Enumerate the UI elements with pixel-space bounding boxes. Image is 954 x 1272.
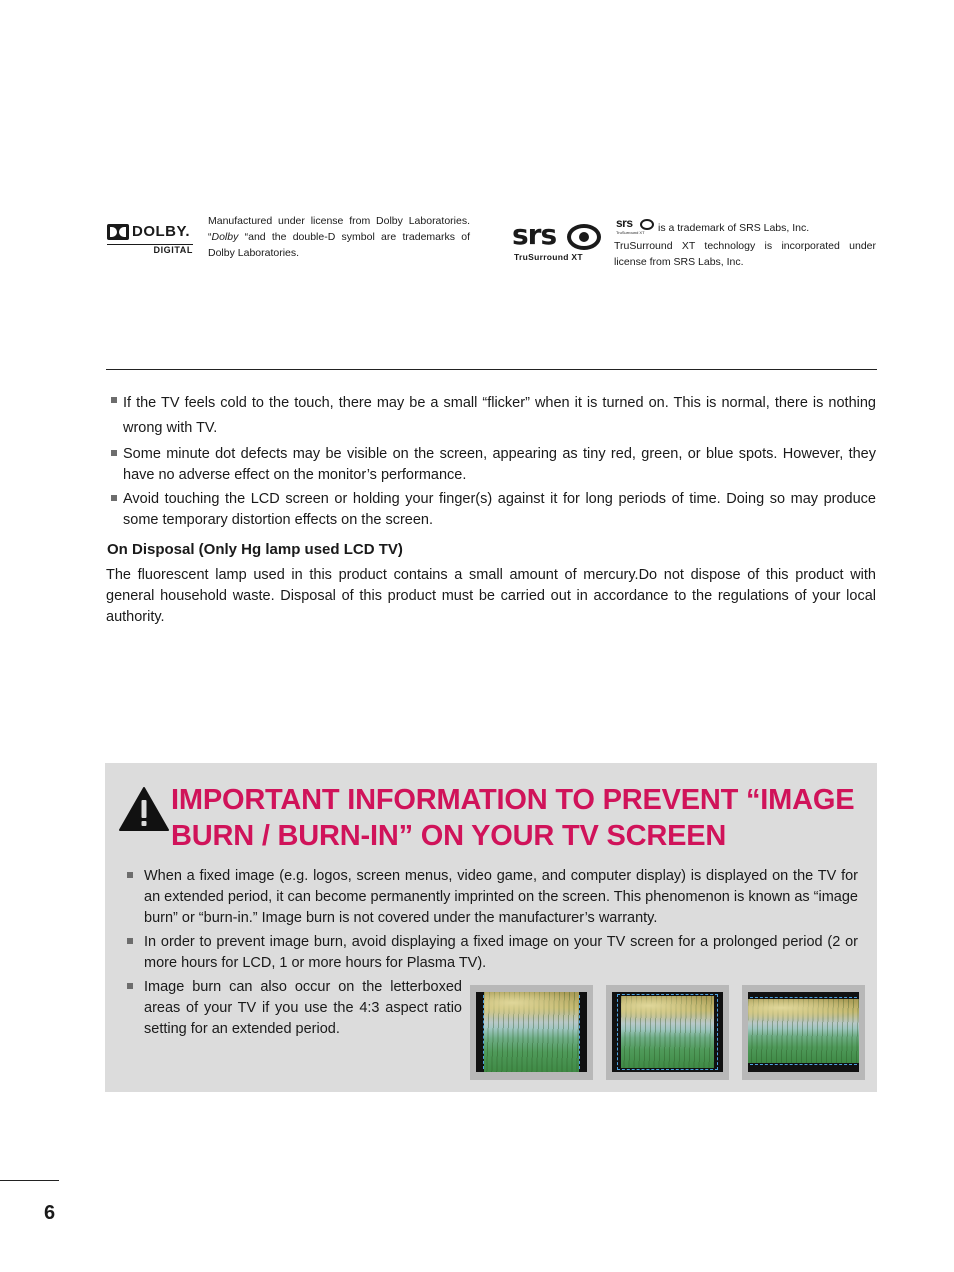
list-item: In order to prevent image burn, avoid displaying a fixed image on your TV screen for a prolonged period (2 or more hours for LCD, 1 or more hours for Plasma TV). bbox=[126, 932, 858, 974]
grass-field-image bbox=[748, 999, 859, 1063]
letterbox-illustration-2 bbox=[606, 985, 729, 1080]
srs-trusurround-logo: srs TruSurround XT bbox=[512, 222, 604, 266]
disposal-heading: On Disposal (Only Hg lamp used LCD TV) bbox=[107, 541, 403, 558]
letterbox-illustration-3 bbox=[742, 985, 865, 1080]
srs-trademark-text: is a trademark of SRS Labs, Inc. bbox=[658, 222, 810, 234]
list-item: When a fixed image (e.g. logos, screen menus, video game, and computer display) is displayed on the TV for an extended period, it can become permanently imprinted on the screen. This phenomenon is known as “image burn” or “burn-in.” Image burn is not covered under the manufacturer’s warranty. bbox=[126, 866, 858, 929]
list-item: Image burn can also occur on the letterboxed areas of your TV if you use the 4:3 aspect ratio setting for an extended period. bbox=[126, 977, 462, 1040]
dolby-digital-logo bbox=[107, 224, 193, 256]
section-divider bbox=[106, 369, 877, 370]
list-item: Some minute dot defects may be visible on the screen, appearing as tiny red, green, or blue spots. However, they have no adverse effect on the monitor’s performance. bbox=[110, 444, 876, 486]
dolby-trademark-text: Manufactured under license from Dolby Laboratories. “Dolby “and the double-D symbol are trademarks of Dolby Laboratories. bbox=[208, 215, 470, 259]
warning-triangle-icon bbox=[118, 786, 170, 832]
bullet-square-icon bbox=[111, 495, 117, 501]
srs-license-text: TruSurround XT technology is incorporated under license from SRS Labs, Inc. bbox=[614, 240, 876, 268]
srs-mini-circle-icon bbox=[640, 219, 654, 230]
bullet-square-icon bbox=[127, 938, 133, 944]
panel-title: IMPORTANT INFORMATION TO PREVENT “IMAGE BURN / BURN-IN” ON YOUR TV SCREEN bbox=[171, 784, 855, 852]
grass-field-image bbox=[484, 992, 579, 1072]
bullet-square-icon bbox=[127, 872, 133, 878]
dolby-logo-sub: DIGITAL bbox=[153, 245, 193, 255]
double-d-icon bbox=[107, 224, 129, 240]
srs-circle-icon bbox=[567, 224, 601, 250]
dolby-logo-word: DOLBY. bbox=[132, 223, 191, 240]
bullet-square-icon bbox=[111, 397, 117, 403]
list-item: Avoid touching the LCD screen or holding your finger(s) against it for long periods of time. Doing so may produce some temporary distortion effects on the screen. bbox=[110, 489, 876, 531]
footer-divider bbox=[0, 1180, 59, 1181]
page-number: 6 bbox=[44, 1202, 56, 1224]
notes-list bbox=[110, 391, 876, 534]
srs-mini-logo: srs TruSurround XT bbox=[616, 218, 656, 234]
bullet-square-icon bbox=[127, 983, 133, 989]
disposal-text: The fluorescent lamp used in this product contains a small amount of mercury.Do not dispose of this product with general household waste. Disposal of this product must be carried out in accordance to the regulations of your local authority. bbox=[106, 567, 876, 625]
letterbox-illustration-1 bbox=[470, 985, 593, 1080]
bullet-square-icon bbox=[111, 450, 117, 456]
list-item: If the TV feels cold to the touch, there may be a small “flicker” when it is turned on. This is normal, there is nothing wrong with TV. bbox=[110, 391, 876, 441]
